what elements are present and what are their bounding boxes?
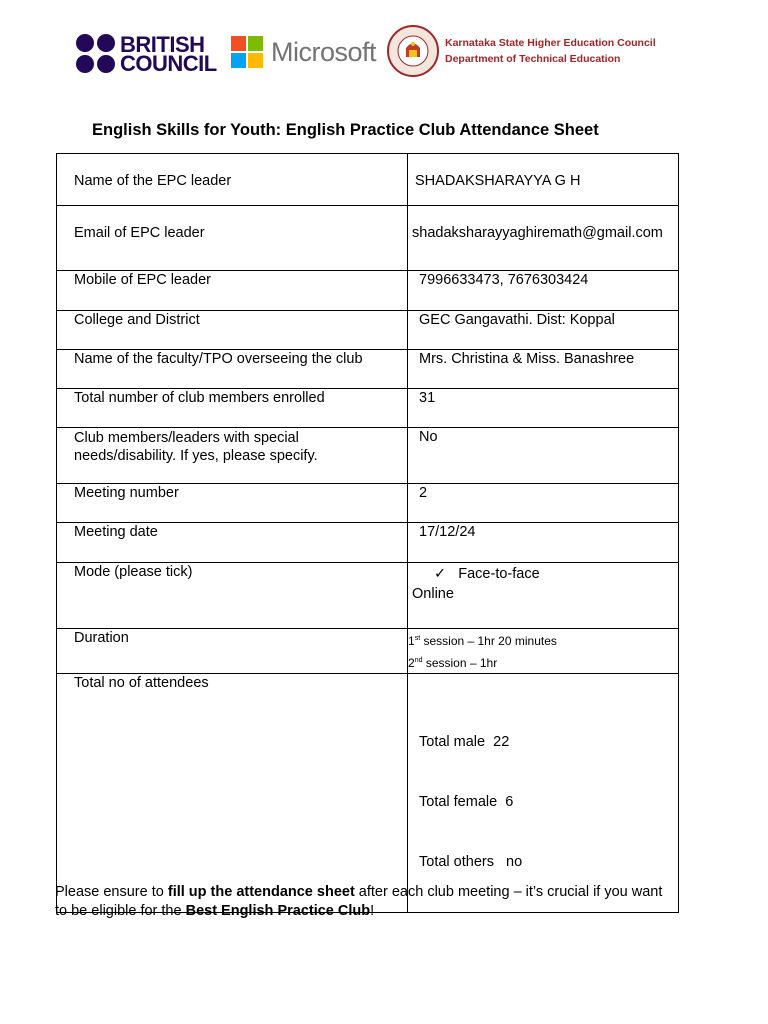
- mode-options: [408, 563, 679, 629]
- row-value: 17/12/24: [408, 523, 679, 563]
- row-value: shadaksharayyaghiremath@gmail.com: [408, 206, 679, 271]
- row-value: SHADAKSHARAYYA G H: [408, 154, 679, 206]
- row-label: Total no of attendees: [57, 674, 408, 913]
- emphasis-best-club: Best English Practice Club: [185, 903, 371, 919]
- row-label: Mobile of EPC leader: [57, 271, 408, 311]
- row-label: Name of the EPC leader: [57, 154, 408, 206]
- table-row: [57, 484, 679, 523]
- emphasis-attendance: fill up the attendance sheet: [167, 884, 355, 900]
- table-row: [57, 350, 679, 389]
- table-row: [57, 389, 679, 428]
- check-icon: ✓: [434, 566, 447, 582]
- british-council-line-2: COUNCIL: [120, 50, 217, 76]
- table-row: [57, 674, 679, 913]
- row-label: Duration: [57, 629, 408, 674]
- row-value: 7996633473, 7676303424: [408, 271, 679, 311]
- karnataka-seal-icon: [386, 24, 440, 78]
- row-value: No: [408, 428, 679, 484]
- microsoft-logo: [231, 36, 376, 68]
- mode-option-online: [412, 584, 678, 604]
- row-label: College and District: [57, 311, 408, 350]
- total-male: Total male 22: [419, 734, 510, 750]
- row-label: Club members/leaders with special needs/disability. If yes, please specify.: [57, 428, 408, 484]
- microsoft-wordmark: Microsoft: [271, 36, 377, 67]
- karnataka-logo: [386, 24, 656, 78]
- table-row: [57, 523, 679, 563]
- header-logos: [0, 0, 768, 100]
- duration-sessions: [408, 629, 679, 674]
- attendee-totals: [408, 674, 679, 913]
- page-title: English Skills for Youth: English Practice Club Attendance Sheet: [92, 121, 599, 139]
- row-value: Mrs. Christina & Miss. Banashree: [408, 350, 679, 389]
- mode-option-label: Face-to-face: [458, 566, 540, 582]
- table-row: [57, 154, 679, 206]
- table-row: [57, 563, 679, 629]
- row-value: 2: [408, 484, 679, 523]
- row-label: Meeting number: [57, 484, 408, 523]
- british-council-line-1: BRITISH: [120, 31, 205, 57]
- row-label: Mode (please tick): [57, 563, 408, 629]
- row-label: Meeting date: [57, 523, 408, 563]
- table-row: [57, 428, 679, 484]
- karnataka-line-1: Karnataka State Higher Education Council: [445, 37, 656, 49]
- duration-session: 1st session – 1hr 20 minutes: [408, 634, 557, 648]
- duration-session: 2nd session – 1hr: [408, 656, 498, 670]
- british-council-dots-icon: [76, 34, 115, 73]
- row-value: 31: [408, 389, 679, 428]
- microsoft-squares-icon: [231, 36, 263, 68]
- row-value: GEC Gangavathi. Dist: Koppal: [408, 311, 679, 350]
- row-label: Email of EPC leader: [57, 206, 408, 271]
- table-row: [57, 206, 679, 271]
- mode-option-face-to-face: [412, 564, 678, 584]
- attendance-table: [56, 153, 679, 913]
- row-label: Name of the faculty/TPO overseeing the club: [57, 350, 408, 389]
- karnataka-line-2: Department of Technical Education: [445, 53, 621, 65]
- row-label: Total number of club members enrolled: [57, 389, 408, 428]
- table-row: [57, 311, 679, 350]
- total-female: Total female 6: [419, 794, 514, 810]
- table-row: [57, 271, 679, 311]
- footer-note: Please ensure to fill up the attendance sheet after each club meeting – it’s crucial if you want to be eligible for the Best English Practice Club!: [55, 884, 663, 919]
- mode-option-label: Online: [412, 586, 454, 602]
- total-others: Total others no: [419, 854, 523, 870]
- british-council-logo: [76, 31, 217, 76]
- table-row: [57, 629, 679, 674]
